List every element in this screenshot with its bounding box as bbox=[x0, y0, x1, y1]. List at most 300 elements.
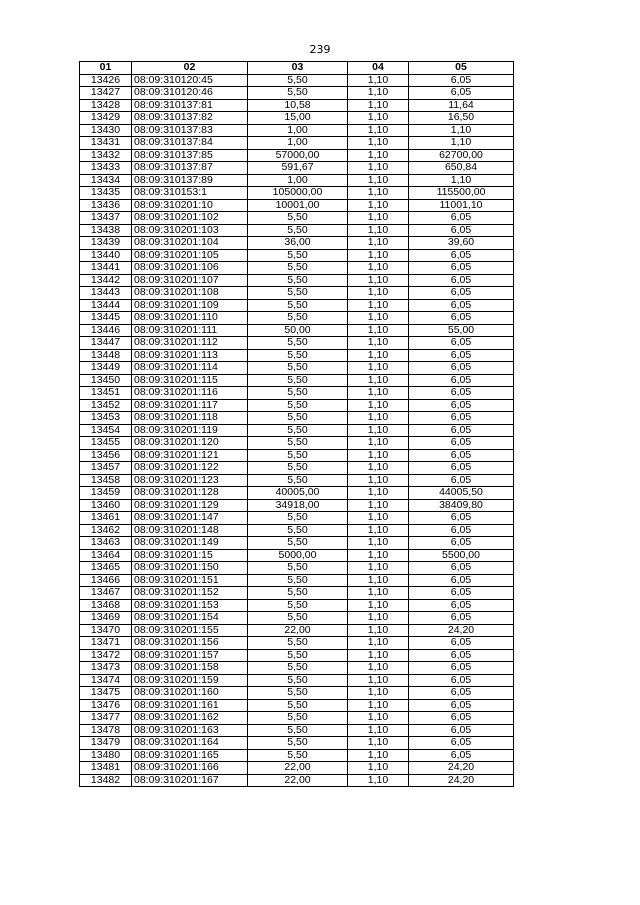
column-header-02: 02 bbox=[132, 62, 248, 75]
value-cell: 5,50 bbox=[248, 224, 348, 237]
value-cell: 15,00 bbox=[248, 112, 348, 125]
value-cell: 5,50 bbox=[248, 337, 348, 350]
coefficient-cell: 1,10 bbox=[348, 524, 409, 537]
coefficient-cell: 1,10 bbox=[348, 87, 409, 100]
table-row bbox=[80, 262, 514, 275]
row-number-cell: 13445 bbox=[80, 312, 132, 325]
row-number-cell: 13468 bbox=[80, 599, 132, 612]
result-cell: 6,05 bbox=[409, 524, 514, 537]
coefficient-cell: 1,10 bbox=[348, 449, 409, 462]
coefficient-cell: 1,10 bbox=[348, 699, 409, 712]
row-number-cell: 13471 bbox=[80, 637, 132, 650]
row-number-cell: 13474 bbox=[80, 674, 132, 687]
cadastral-number-cell: 08:09:310137:81 bbox=[132, 99, 248, 112]
value-cell: 5,50 bbox=[248, 437, 348, 450]
cadastral-number-cell: 08:09:310201:110 bbox=[132, 312, 248, 325]
row-number-cell: 13477 bbox=[80, 712, 132, 725]
value-cell: 5,50 bbox=[248, 612, 348, 625]
value-cell: 22,00 bbox=[248, 774, 348, 787]
table-row bbox=[80, 399, 514, 412]
cadastral-number-cell: 08:09:310201:10 bbox=[132, 199, 248, 212]
cadastral-number-cell: 08:09:310201:117 bbox=[132, 399, 248, 412]
row-number-cell: 13482 bbox=[80, 774, 132, 787]
coefficient-cell: 1,10 bbox=[348, 749, 409, 762]
table-row bbox=[80, 112, 514, 125]
cadastral-number-cell: 08:09:310201:160 bbox=[132, 687, 248, 700]
row-number-cell: 13450 bbox=[80, 374, 132, 387]
page-number: 239 bbox=[309, 43, 331, 56]
coefficient-cell: 1,10 bbox=[348, 549, 409, 562]
coefficient-cell: 1,10 bbox=[348, 462, 409, 475]
cadastral-number-cell: 08:09:310201:163 bbox=[132, 724, 248, 737]
result-cell: 6,05 bbox=[409, 749, 514, 762]
table-row bbox=[80, 587, 514, 600]
cadastral-number-cell: 08:09:310201:159 bbox=[132, 674, 248, 687]
result-cell: 6,05 bbox=[409, 412, 514, 425]
result-cell: 11001,10 bbox=[409, 199, 514, 212]
cadastral-number-cell: 08:09:310137:89 bbox=[132, 174, 248, 187]
coefficient-cell: 1,10 bbox=[348, 774, 409, 787]
value-cell: 5,50 bbox=[248, 562, 348, 575]
table-row bbox=[80, 349, 514, 362]
coefficient-cell: 1,10 bbox=[348, 149, 409, 162]
result-cell: 650,84 bbox=[409, 162, 514, 175]
result-cell: 6,05 bbox=[409, 87, 514, 100]
row-number-cell: 13449 bbox=[80, 362, 132, 375]
value-cell: 57000,00 bbox=[248, 149, 348, 162]
value-cell: 5,50 bbox=[248, 349, 348, 362]
coefficient-cell: 1,10 bbox=[348, 637, 409, 650]
value-cell: 5,50 bbox=[248, 662, 348, 675]
cadastral-number-cell: 08:09:310201:106 bbox=[132, 262, 248, 275]
result-cell: 55,00 bbox=[409, 324, 514, 337]
value-cell: 5,50 bbox=[248, 412, 348, 425]
cadastral-number-cell: 08:09:310201:102 bbox=[132, 212, 248, 225]
table-row bbox=[80, 487, 514, 500]
table-row bbox=[80, 574, 514, 587]
table-row bbox=[80, 87, 514, 100]
value-cell: 10001,00 bbox=[248, 199, 348, 212]
cadastral-number-cell: 08:09:310201:156 bbox=[132, 637, 248, 650]
coefficient-cell: 1,10 bbox=[348, 74, 409, 87]
coefficient-cell: 1,10 bbox=[348, 599, 409, 612]
value-cell: 5,50 bbox=[248, 524, 348, 537]
value-cell: 5,50 bbox=[248, 749, 348, 762]
table-row bbox=[80, 424, 514, 437]
table-row bbox=[80, 612, 514, 625]
table-row bbox=[80, 774, 514, 787]
cadastral-number-cell: 08:09:310201:158 bbox=[132, 662, 248, 675]
value-cell: 5,50 bbox=[248, 74, 348, 87]
table-row bbox=[80, 162, 514, 175]
row-number-cell: 13465 bbox=[80, 562, 132, 575]
table-row bbox=[80, 387, 514, 400]
result-cell: 6,05 bbox=[409, 537, 514, 550]
value-cell: 40005,00 bbox=[248, 487, 348, 500]
coefficient-cell: 1,10 bbox=[348, 399, 409, 412]
row-number-cell: 13476 bbox=[80, 699, 132, 712]
result-cell: 6,05 bbox=[409, 699, 514, 712]
cadastral-number-cell: 08:09:310201:157 bbox=[132, 649, 248, 662]
cadastral-number-cell: 08:09:310120:45 bbox=[132, 74, 248, 87]
table-row bbox=[80, 74, 514, 87]
row-number-cell: 13446 bbox=[80, 324, 132, 337]
value-cell: 50,00 bbox=[248, 324, 348, 337]
coefficient-cell: 1,10 bbox=[348, 624, 409, 637]
coefficient-cell: 1,10 bbox=[348, 324, 409, 337]
row-number-cell: 13481 bbox=[80, 762, 132, 775]
cadastral-number-cell: 08:09:310201:161 bbox=[132, 699, 248, 712]
row-number-cell: 13448 bbox=[80, 349, 132, 362]
coefficient-cell: 1,10 bbox=[348, 349, 409, 362]
value-cell: 22,00 bbox=[248, 624, 348, 637]
row-number-cell: 13464 bbox=[80, 549, 132, 562]
table-row bbox=[80, 137, 514, 150]
row-number-cell: 13478 bbox=[80, 724, 132, 737]
table-row bbox=[80, 199, 514, 212]
cadastral-number-cell: 08:09:310201:129 bbox=[132, 499, 248, 512]
table-row bbox=[80, 412, 514, 425]
value-cell: 5,50 bbox=[248, 462, 348, 475]
value-cell: 105000,00 bbox=[248, 187, 348, 200]
row-number-cell: 13440 bbox=[80, 249, 132, 262]
result-cell: 24,20 bbox=[409, 624, 514, 637]
row-number-cell: 13461 bbox=[80, 512, 132, 525]
row-number-cell: 13444 bbox=[80, 299, 132, 312]
value-cell: 5,50 bbox=[248, 287, 348, 300]
cadastral-number-cell: 08:09:310201:15 bbox=[132, 549, 248, 562]
value-cell: 5,50 bbox=[248, 512, 348, 525]
coefficient-cell: 1,10 bbox=[348, 237, 409, 250]
cadastral-number-cell: 08:09:310201:114 bbox=[132, 362, 248, 375]
cadastral-number-cell: 08:09:310201:103 bbox=[132, 224, 248, 237]
value-cell: 5,50 bbox=[248, 87, 348, 100]
result-cell: 6,05 bbox=[409, 424, 514, 437]
row-number-cell: 13456 bbox=[80, 449, 132, 462]
table-row bbox=[80, 562, 514, 575]
coefficient-cell: 1,10 bbox=[348, 287, 409, 300]
table-row bbox=[80, 549, 514, 562]
row-number-cell: 13463 bbox=[80, 537, 132, 550]
coefficient-cell: 1,10 bbox=[348, 424, 409, 437]
table-row bbox=[80, 337, 514, 350]
row-number-cell: 13432 bbox=[80, 149, 132, 162]
cadastral-number-cell: 08:09:310201:113 bbox=[132, 349, 248, 362]
result-cell: 16,50 bbox=[409, 112, 514, 125]
cadastral-number-cell: 08:09:310153:1 bbox=[132, 187, 248, 200]
coefficient-cell: 1,10 bbox=[348, 137, 409, 150]
result-cell: 6,05 bbox=[409, 637, 514, 650]
result-cell: 6,05 bbox=[409, 312, 514, 325]
row-number-cell: 13443 bbox=[80, 287, 132, 300]
row-number-cell: 13431 bbox=[80, 137, 132, 150]
cadastral-number-cell: 08:09:310201:118 bbox=[132, 412, 248, 425]
table-row bbox=[80, 99, 514, 112]
table-row bbox=[80, 637, 514, 650]
coefficient-cell: 1,10 bbox=[348, 587, 409, 600]
cadastral-number-cell: 08:09:310137:83 bbox=[132, 124, 248, 137]
result-cell: 6,05 bbox=[409, 724, 514, 737]
cadastral-number-cell: 08:09:310201:151 bbox=[132, 574, 248, 587]
value-cell: 5000,00 bbox=[248, 549, 348, 562]
table-row bbox=[80, 749, 514, 762]
table-row bbox=[80, 537, 514, 550]
coefficient-cell: 1,10 bbox=[348, 437, 409, 450]
coefficient-cell: 1,10 bbox=[348, 312, 409, 325]
row-number-cell: 13452 bbox=[80, 399, 132, 412]
data-table bbox=[79, 61, 514, 787]
table-row bbox=[80, 249, 514, 262]
result-cell: 39,60 bbox=[409, 237, 514, 250]
value-cell: 5,50 bbox=[248, 587, 348, 600]
cadastral-number-cell: 08:09:310137:85 bbox=[132, 149, 248, 162]
value-cell: 1,00 bbox=[248, 174, 348, 187]
cadastral-number-cell: 08:09:310201:153 bbox=[132, 599, 248, 612]
coefficient-cell: 1,10 bbox=[348, 299, 409, 312]
result-cell: 6,05 bbox=[409, 249, 514, 262]
coefficient-cell: 1,10 bbox=[348, 687, 409, 700]
result-cell: 6,05 bbox=[409, 299, 514, 312]
result-cell: 6,05 bbox=[409, 474, 514, 487]
result-cell: 6,05 bbox=[409, 437, 514, 450]
column-header-01: 01 bbox=[80, 62, 132, 75]
row-number-cell: 13467 bbox=[80, 587, 132, 600]
coefficient-cell: 1,10 bbox=[348, 412, 409, 425]
row-number-cell: 13434 bbox=[80, 174, 132, 187]
table-row bbox=[80, 649, 514, 662]
result-cell: 6,05 bbox=[409, 737, 514, 750]
row-number-cell: 13459 bbox=[80, 487, 132, 500]
coefficient-cell: 1,10 bbox=[348, 199, 409, 212]
coefficient-cell: 1,10 bbox=[348, 674, 409, 687]
coefficient-cell: 1,10 bbox=[348, 187, 409, 200]
cadastral-number-cell: 08:09:310201:147 bbox=[132, 512, 248, 525]
result-cell: 6,05 bbox=[409, 349, 514, 362]
result-cell: 6,05 bbox=[409, 274, 514, 287]
table-row bbox=[80, 362, 514, 375]
cadastral-number-cell: 08:09:310201:150 bbox=[132, 562, 248, 575]
table-row bbox=[80, 737, 514, 750]
value-cell: 5,50 bbox=[248, 674, 348, 687]
table-row bbox=[80, 512, 514, 525]
cadastral-number-cell: 08:09:310201:104 bbox=[132, 237, 248, 250]
result-cell: 6,05 bbox=[409, 599, 514, 612]
row-number-cell: 13442 bbox=[80, 274, 132, 287]
table-row bbox=[80, 674, 514, 687]
value-cell: 5,50 bbox=[248, 699, 348, 712]
cadastral-number-cell: 08:09:310201:112 bbox=[132, 337, 248, 350]
result-cell: 6,05 bbox=[409, 262, 514, 275]
coefficient-cell: 1,10 bbox=[348, 537, 409, 550]
coefficient-cell: 1,10 bbox=[348, 124, 409, 137]
coefficient-cell: 1,10 bbox=[348, 99, 409, 112]
table-row bbox=[80, 437, 514, 450]
table-row bbox=[80, 374, 514, 387]
row-number-cell: 13454 bbox=[80, 424, 132, 437]
value-cell: 5,50 bbox=[248, 274, 348, 287]
cadastral-number-cell: 08:09:310201:155 bbox=[132, 624, 248, 637]
row-number-cell: 13441 bbox=[80, 262, 132, 275]
row-number-cell: 13466 bbox=[80, 574, 132, 587]
header-row bbox=[80, 62, 514, 75]
table-header bbox=[80, 62, 514, 75]
value-cell: 1,00 bbox=[248, 124, 348, 137]
row-number-cell: 13437 bbox=[80, 212, 132, 225]
column-header-03: 03 bbox=[248, 62, 348, 75]
coefficient-cell: 1,10 bbox=[348, 262, 409, 275]
cadastral-number-cell: 08:09:310201:119 bbox=[132, 424, 248, 437]
coefficient-cell: 1,10 bbox=[348, 249, 409, 262]
table-row bbox=[80, 474, 514, 487]
result-cell: 1,10 bbox=[409, 124, 514, 137]
result-cell: 1,10 bbox=[409, 174, 514, 187]
result-cell: 11,64 bbox=[409, 99, 514, 112]
result-cell: 5500,00 bbox=[409, 549, 514, 562]
value-cell: 591,67 bbox=[248, 162, 348, 175]
table-row bbox=[80, 312, 514, 325]
cadastral-number-cell: 08:09:310201:111 bbox=[132, 324, 248, 337]
value-cell: 5,50 bbox=[248, 724, 348, 737]
cadastral-number-cell: 08:09:310201:148 bbox=[132, 524, 248, 537]
result-cell: 24,20 bbox=[409, 762, 514, 775]
row-number-cell: 13473 bbox=[80, 662, 132, 675]
value-cell: 5,50 bbox=[248, 312, 348, 325]
value-cell: 5,50 bbox=[248, 374, 348, 387]
value-cell: 5,50 bbox=[248, 299, 348, 312]
row-number-cell: 13475 bbox=[80, 687, 132, 700]
result-cell: 6,05 bbox=[409, 212, 514, 225]
value-cell: 5,50 bbox=[248, 649, 348, 662]
row-number-cell: 13435 bbox=[80, 187, 132, 200]
row-number-cell: 13427 bbox=[80, 87, 132, 100]
coefficient-cell: 1,10 bbox=[348, 724, 409, 737]
value-cell: 5,50 bbox=[248, 574, 348, 587]
result-cell: 6,05 bbox=[409, 574, 514, 587]
row-number-cell: 13479 bbox=[80, 737, 132, 750]
result-cell: 6,05 bbox=[409, 387, 514, 400]
value-cell: 5,50 bbox=[248, 474, 348, 487]
result-cell: 6,05 bbox=[409, 399, 514, 412]
row-number-cell: 13451 bbox=[80, 387, 132, 400]
coefficient-cell: 1,10 bbox=[348, 612, 409, 625]
row-number-cell: 13460 bbox=[80, 499, 132, 512]
coefficient-cell: 1,10 bbox=[348, 112, 409, 125]
coefficient-cell: 1,10 bbox=[348, 337, 409, 350]
cadastral-number-cell: 08:09:310201:167 bbox=[132, 774, 248, 787]
table-row bbox=[80, 699, 514, 712]
cadastral-number-cell: 08:09:310137:82 bbox=[132, 112, 248, 125]
cadastral-number-cell: 08:09:310201:115 bbox=[132, 374, 248, 387]
column-header-04: 04 bbox=[348, 62, 409, 75]
cadastral-number-cell: 08:09:310201:120 bbox=[132, 437, 248, 450]
value-cell: 5,50 bbox=[248, 387, 348, 400]
result-cell: 6,05 bbox=[409, 649, 514, 662]
row-number-cell: 13433 bbox=[80, 162, 132, 175]
cadastral-number-cell: 08:09:310201:108 bbox=[132, 287, 248, 300]
row-number-cell: 13480 bbox=[80, 749, 132, 762]
cadastral-number-cell: 08:09:310201:164 bbox=[132, 737, 248, 750]
value-cell: 5,50 bbox=[248, 262, 348, 275]
cadastral-number-cell: 08:09:310201:123 bbox=[132, 474, 248, 487]
row-number-cell: 13426 bbox=[80, 74, 132, 87]
result-cell: 6,05 bbox=[409, 287, 514, 300]
table-row bbox=[80, 662, 514, 675]
table-row bbox=[80, 599, 514, 612]
row-number-cell: 13439 bbox=[80, 237, 132, 250]
row-number-cell: 13462 bbox=[80, 524, 132, 537]
cadastral-number-cell: 08:09:310201:116 bbox=[132, 387, 248, 400]
coefficient-cell: 1,10 bbox=[348, 387, 409, 400]
cadastral-number-cell: 08:09:310120:46 bbox=[132, 87, 248, 100]
value-cell: 36,00 bbox=[248, 237, 348, 250]
cadastral-number-cell: 08:09:310201:166 bbox=[132, 762, 248, 775]
row-number-cell: 13457 bbox=[80, 462, 132, 475]
table-row bbox=[80, 724, 514, 737]
row-number-cell: 13428 bbox=[80, 99, 132, 112]
table-row bbox=[80, 712, 514, 725]
coefficient-cell: 1,10 bbox=[348, 562, 409, 575]
row-number-cell: 13436 bbox=[80, 199, 132, 212]
value-cell: 5,50 bbox=[248, 212, 348, 225]
result-cell: 24,20 bbox=[409, 774, 514, 787]
value-cell: 5,50 bbox=[248, 449, 348, 462]
coefficient-cell: 1,10 bbox=[348, 762, 409, 775]
value-cell: 5,50 bbox=[248, 537, 348, 550]
table-body bbox=[80, 74, 514, 787]
row-number-cell: 13453 bbox=[80, 412, 132, 425]
value-cell: 22,00 bbox=[248, 762, 348, 775]
cadastral-number-cell: 08:09:310201:165 bbox=[132, 749, 248, 762]
value-cell: 5,50 bbox=[248, 637, 348, 650]
table-row bbox=[80, 174, 514, 187]
cadastral-number-cell: 08:09:310201:107 bbox=[132, 274, 248, 287]
coefficient-cell: 1,10 bbox=[348, 374, 409, 387]
coefficient-cell: 1,10 bbox=[348, 474, 409, 487]
coefficient-cell: 1,10 bbox=[348, 174, 409, 187]
table-row bbox=[80, 149, 514, 162]
coefficient-cell: 1,10 bbox=[348, 512, 409, 525]
row-number-cell: 13458 bbox=[80, 474, 132, 487]
cadastral-number-cell: 08:09:310137:87 bbox=[132, 162, 248, 175]
result-cell: 6,05 bbox=[409, 562, 514, 575]
value-cell: 5,50 bbox=[248, 424, 348, 437]
table-row bbox=[80, 224, 514, 237]
coefficient-cell: 1,10 bbox=[348, 499, 409, 512]
cadastral-number-cell: 08:09:310201:128 bbox=[132, 487, 248, 500]
result-cell: 6,05 bbox=[409, 612, 514, 625]
value-cell: 1,00 bbox=[248, 137, 348, 150]
table-row bbox=[80, 274, 514, 287]
cadastral-number-cell: 08:09:310201:121 bbox=[132, 449, 248, 462]
result-cell: 6,05 bbox=[409, 224, 514, 237]
table-row bbox=[80, 237, 514, 250]
value-cell: 5,50 bbox=[248, 737, 348, 750]
result-cell: 6,05 bbox=[409, 449, 514, 462]
table-row bbox=[80, 687, 514, 700]
cadastral-number-cell: 08:09:310201:154 bbox=[132, 612, 248, 625]
table-row bbox=[80, 299, 514, 312]
coefficient-cell: 1,10 bbox=[348, 712, 409, 725]
value-cell: 5,50 bbox=[248, 399, 348, 412]
table-row bbox=[80, 187, 514, 200]
cadastral-number-cell: 08:09:310201:149 bbox=[132, 537, 248, 550]
table-row bbox=[80, 624, 514, 637]
result-cell: 6,05 bbox=[409, 462, 514, 475]
result-cell: 38409,80 bbox=[409, 499, 514, 512]
table-row bbox=[80, 287, 514, 300]
value-cell: 5,50 bbox=[248, 712, 348, 725]
result-cell: 6,05 bbox=[409, 712, 514, 725]
